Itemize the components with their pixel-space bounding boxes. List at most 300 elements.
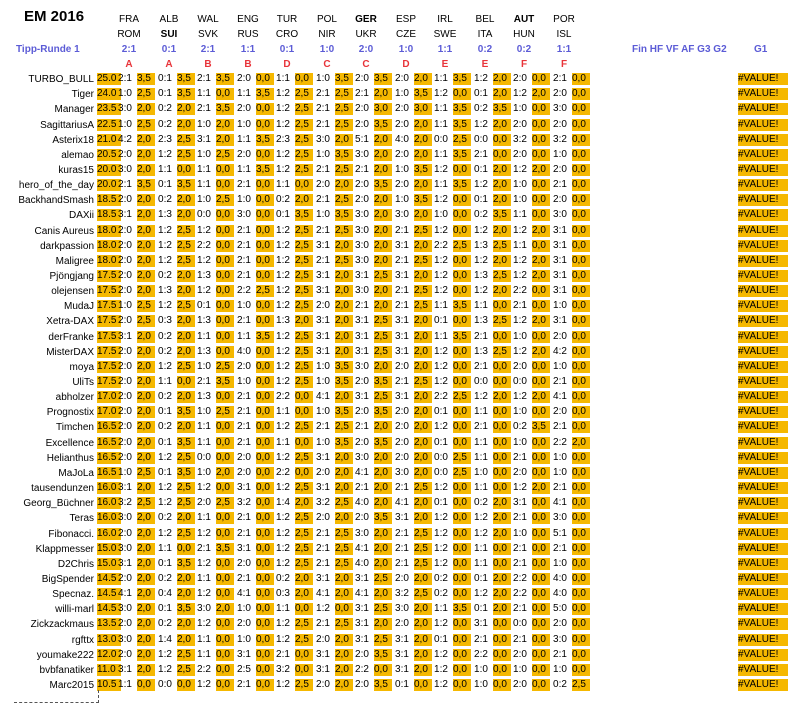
tip-points[interactable]: 0,0 <box>493 361 511 373</box>
tip-score[interactable]: 3:0 <box>553 512 567 524</box>
tip-points[interactable]: 0,0 <box>256 149 274 161</box>
tip-points[interactable]: 2,5 <box>414 255 432 267</box>
tip-score[interactable]: 2:0 <box>316 179 330 191</box>
tip-score[interactable]: 2:1 <box>395 482 409 494</box>
tip-score[interactable]: 1:2 <box>158 451 172 463</box>
tip-points[interactable]: 0,0 <box>453 588 471 600</box>
tip-score[interactable]: 1:0 <box>513 406 527 418</box>
value-error-cell[interactable]: #VALUE! <box>738 679 788 691</box>
total-score[interactable]: 16.5 <box>97 421 121 433</box>
tip-points[interactable]: 2,0 <box>374 543 392 555</box>
tip-score[interactable]: 1:1 <box>197 421 211 433</box>
tip-score[interactable]: 1:2 <box>276 148 290 160</box>
tip-points[interactable]: 0,0 <box>532 240 550 252</box>
tip-score[interactable]: 2:0 <box>118 421 132 433</box>
tip-points[interactable]: 3,5 <box>256 331 274 343</box>
tip-score[interactable]: 2:0 <box>395 360 409 372</box>
tip-score[interactable]: 1:0 <box>474 663 488 675</box>
tip-points[interactable]: 0,0 <box>453 497 471 509</box>
tip-score[interactable]: 2:1 <box>237 224 251 236</box>
tip-points[interactable]: 0,0 <box>532 528 550 540</box>
tip-score[interactable]: 3:1 <box>118 482 132 494</box>
value-error-cell[interactable]: #VALUE! <box>738 240 788 252</box>
tip-points[interactable]: 2,0 <box>137 543 155 555</box>
tip-score[interactable]: 1:2 <box>276 224 290 236</box>
tip-points[interactable]: 0,0 <box>572 543 590 555</box>
tip-score[interactable]: 2:0 <box>395 118 409 130</box>
tip-score[interactable]: 2:1 <box>276 648 290 660</box>
tip-points[interactable]: 2,0 <box>177 119 195 131</box>
tip-points[interactable]: 0,0 <box>532 588 550 600</box>
tip-points[interactable]: 2,5 <box>137 88 155 100</box>
tip-points[interactable]: 2,5 <box>493 270 511 282</box>
tip-score[interactable]: 1:0 <box>395 194 409 206</box>
tip-points[interactable]: 2,0 <box>374 88 392 100</box>
tip-points[interactable]: 0,0 <box>256 649 274 661</box>
player-name[interactable]: kuras15 <box>58 164 94 176</box>
tip-score[interactable]: 2:1 <box>395 224 409 236</box>
tip-score[interactable]: 1:2 <box>276 103 290 115</box>
player-name[interactable]: abholzer <box>55 392 94 404</box>
value-error-cell[interactable]: #VALUE! <box>738 512 788 524</box>
tip-points[interactable]: 0,0 <box>572 421 590 433</box>
tip-points[interactable]: 3,5 <box>453 149 471 161</box>
tip-points[interactable]: 2,0 <box>493 255 511 267</box>
tip-score[interactable]: 2:1 <box>197 542 211 554</box>
tip-score[interactable]: 2:0 <box>355 118 369 130</box>
tip-score[interactable]: 1:0 <box>513 179 527 191</box>
tip-points[interactable]: 3,5 <box>177 467 195 479</box>
value-error-cell[interactable]: #VALUE! <box>738 149 788 161</box>
tip-points[interactable]: 2,0 <box>414 240 432 252</box>
tip-points[interactable]: 2,0 <box>335 634 353 646</box>
value-error-cell[interactable]: #VALUE! <box>738 618 788 630</box>
tip-points[interactable]: 0,0 <box>532 73 550 85</box>
tip-points[interactable]: 0,0 <box>216 315 234 327</box>
tip-score[interactable]: 2:0 <box>395 421 409 433</box>
tip-score[interactable]: 3:1 <box>316 330 330 342</box>
tip-points[interactable]: 2,0 <box>295 315 313 327</box>
tip-points[interactable]: 0,0 <box>256 179 274 191</box>
total-score[interactable]: 14.5 <box>97 588 121 600</box>
tip-points[interactable]: 3,5 <box>256 164 274 176</box>
total-score[interactable]: 23.5 <box>97 103 121 115</box>
tip-points[interactable]: 2,0 <box>374 300 392 312</box>
tip-score[interactable]: 3:1 <box>316 345 330 357</box>
tip-score[interactable]: 1:2 <box>158 239 172 251</box>
tip-points[interactable]: 2,0 <box>335 649 353 661</box>
tip-points[interactable]: 0,0 <box>453 618 471 630</box>
tip-score[interactable]: 2:2 <box>355 663 369 675</box>
tip-score[interactable]: 1:2 <box>197 482 211 494</box>
tip-score[interactable]: 2:2 <box>513 588 527 600</box>
tip-points[interactable]: 2,5 <box>335 528 353 540</box>
tip-points[interactable]: 2,0 <box>414 179 432 191</box>
tip-score[interactable]: 1:2 <box>276 557 290 569</box>
tip-score[interactable]: 1:1 <box>158 163 172 175</box>
tip-score[interactable]: 2:0 <box>553 118 567 130</box>
tip-score[interactable]: 5:1 <box>553 527 567 539</box>
tip-score[interactable]: 1:2 <box>434 527 448 539</box>
tip-score[interactable]: 2:1 <box>553 421 567 433</box>
tip-score[interactable]: 1:3 <box>158 209 172 221</box>
tip-points[interactable]: 0,0 <box>216 421 234 433</box>
tip-score[interactable]: 2:0 <box>118 573 132 584</box>
tip-score[interactable]: 1:1 <box>434 603 448 615</box>
tip-score[interactable]: 0:2 <box>474 497 488 509</box>
tip-score[interactable]: 1:0 <box>237 603 251 615</box>
tip-score[interactable]: 0:0 <box>197 451 211 463</box>
tip-score[interactable]: 2:0 <box>237 466 251 478</box>
tip-score[interactable]: 0:1 <box>197 300 211 312</box>
tip-score[interactable]: 3:1 <box>395 512 409 524</box>
tip-points[interactable]: 0,0 <box>572 88 590 100</box>
tip-points[interactable]: 3,5 <box>335 361 353 373</box>
tip-points[interactable]: 0,0 <box>572 406 590 418</box>
player-name[interactable]: darkpassion <box>40 240 94 252</box>
tip-points[interactable]: 3,5 <box>137 179 155 191</box>
tip-score[interactable]: 2:1 <box>237 406 251 418</box>
tip-score[interactable]: 1:2 <box>474 73 488 84</box>
tip-points[interactable]: 2,0 <box>414 315 432 327</box>
tip-points[interactable]: 2,5 <box>453 240 471 252</box>
tip-score[interactable]: 1:2 <box>197 285 211 297</box>
tip-score[interactable]: 1:2 <box>158 648 172 660</box>
tip-points[interactable]: 2,5 <box>295 164 313 176</box>
tip-score[interactable]: 1:2 <box>434 679 448 690</box>
tip-points[interactable]: 0,0 <box>532 331 550 343</box>
tip-score[interactable]: 1:2 <box>197 527 211 539</box>
tip-score[interactable]: 3:1 <box>316 239 330 251</box>
tip-points[interactable]: 0,0 <box>216 270 234 282</box>
tip-score[interactable]: 1:0 <box>513 527 527 539</box>
tip-score[interactable]: 0:1 <box>276 209 290 221</box>
value-error-cell[interactable]: #VALUE! <box>738 179 788 191</box>
tip-score[interactable]: 2:0 <box>513 648 527 660</box>
tip-points[interactable]: 2,0 <box>493 194 511 206</box>
tip-points[interactable]: 0,0 <box>453 376 471 388</box>
tip-score[interactable]: 3:1 <box>316 482 330 494</box>
tip-score[interactable]: 2:0 <box>118 406 132 418</box>
tip-points[interactable]: 2,0 <box>414 603 432 615</box>
tip-points[interactable]: 3,5 <box>335 209 353 221</box>
tip-score[interactable]: 1:2 <box>276 330 290 342</box>
tip-points[interactable]: 2,0 <box>177 618 195 630</box>
tip-points[interactable]: 3,5 <box>295 209 313 221</box>
tip-points[interactable]: 0,0 <box>532 437 550 449</box>
tip-points[interactable]: 2,0 <box>137 452 155 464</box>
tip-points[interactable]: 2,5 <box>295 285 313 297</box>
tip-score[interactable]: 1:2 <box>276 482 290 494</box>
player-name[interactable]: UliTs <box>72 377 94 388</box>
total-score[interactable]: 16.0 <box>97 482 121 494</box>
tip-points[interactable]: 2,0 <box>335 679 353 691</box>
value-error-cell[interactable]: #VALUE! <box>738 543 788 555</box>
value-error-cell[interactable]: #VALUE! <box>738 649 788 661</box>
tip-points[interactable]: 3,5 <box>453 119 471 131</box>
tip-score[interactable]: 1:2 <box>158 360 172 372</box>
tip-points[interactable]: 0,0 <box>216 558 234 570</box>
tip-points[interactable]: 2,0 <box>532 482 550 494</box>
tip-points[interactable]: 3,5 <box>414 88 432 100</box>
tip-score[interactable]: 0:2 <box>158 573 172 584</box>
tip-points[interactable]: 0,0 <box>572 649 590 661</box>
tip-score[interactable]: 2:0 <box>118 270 132 281</box>
tip-points[interactable]: 2,0 <box>374 528 392 540</box>
tip-score[interactable]: 1:2 <box>513 163 527 175</box>
tip-points[interactable]: 2,5 <box>177 134 195 146</box>
value-error-cell[interactable]: #VALUE! <box>738 528 788 540</box>
tip-points[interactable]: 2,5 <box>295 361 313 373</box>
tip-score[interactable]: 1:2 <box>434 557 448 569</box>
tip-score[interactable]: 3:0 <box>355 285 369 297</box>
tip-points[interactable]: 0,0 <box>295 406 313 418</box>
tip-points[interactable]: 0,0 <box>216 164 234 176</box>
tip-score[interactable]: 2:1 <box>395 254 409 266</box>
tip-points[interactable]: 2,0 <box>216 467 234 479</box>
tip-points[interactable]: 2,0 <box>493 497 511 509</box>
tip-points[interactable]: 3,5 <box>374 73 392 85</box>
tip-points[interactable]: 2,0 <box>137 331 155 343</box>
tip-score[interactable]: 1:0 <box>118 118 132 130</box>
tip-score[interactable]: 2:0 <box>197 497 211 509</box>
tip-score[interactable]: 1:2 <box>158 497 172 509</box>
tip-score[interactable]: 1:2 <box>276 527 290 539</box>
tip-score[interactable]: 3:0 <box>355 527 369 539</box>
tip-score[interactable]: 2:0 <box>395 73 409 84</box>
tip-points[interactable]: 0,0 <box>453 270 471 282</box>
tip-points[interactable]: 0,0 <box>453 664 471 676</box>
total-score[interactable]: 15.0 <box>97 543 121 555</box>
tip-score[interactable]: 1:0 <box>553 451 567 463</box>
tip-points[interactable]: 2,0 <box>374 285 392 297</box>
total-score[interactable]: 17.5 <box>97 300 121 312</box>
tip-points[interactable]: 2,5 <box>295 528 313 540</box>
tip-points[interactable]: 2,0 <box>335 512 353 524</box>
tip-points[interactable]: 0,0 <box>572 270 590 282</box>
tip-points[interactable]: 2,5 <box>335 103 353 115</box>
tip-points[interactable]: 2,5 <box>295 225 313 237</box>
tip-score[interactable]: 1:2 <box>434 618 448 630</box>
tip-score[interactable]: 1:0 <box>553 360 567 372</box>
tip-score[interactable]: 1:2 <box>434 421 448 433</box>
tip-score[interactable]: 2:0 <box>316 466 330 478</box>
tip-points[interactable]: 0,0 <box>256 300 274 312</box>
tip-points[interactable]: 2,5 <box>335 194 353 206</box>
total-score[interactable]: 20.0 <box>97 179 121 191</box>
tip-score[interactable]: 3:2 <box>237 497 251 509</box>
total-score[interactable]: 17.5 <box>97 331 121 343</box>
tip-points[interactable]: 0,0 <box>453 543 471 555</box>
tip-points[interactable]: 0,0 <box>493 649 511 661</box>
tip-points[interactable]: 2,5 <box>177 452 195 464</box>
tip-points[interactable]: 2,0 <box>414 134 432 146</box>
tip-points[interactable]: 2,0 <box>137 346 155 358</box>
tip-score[interactable]: 2:0 <box>395 406 409 418</box>
tip-points[interactable]: 0,0 <box>572 467 590 479</box>
tip-points[interactable]: 0,0 <box>572 558 590 570</box>
tip-score[interactable]: 2:1 <box>355 300 369 312</box>
tip-points[interactable]: 2,0 <box>374 482 392 494</box>
tip-score[interactable]: 3:1 <box>355 603 369 615</box>
tip-points[interactable]: 2,0 <box>532 270 550 282</box>
tip-score[interactable]: 1:1 <box>197 573 211 584</box>
tip-score[interactable]: 1:2 <box>158 482 172 494</box>
tip-score[interactable]: 0:2 <box>158 270 172 281</box>
tip-points[interactable]: 0,0 <box>572 73 590 85</box>
tip-score[interactable]: 2:1 <box>237 391 251 403</box>
tip-score[interactable]: 1:2 <box>474 391 488 403</box>
player-name[interactable]: Asterix18 <box>52 134 94 146</box>
tip-points[interactable]: 2,5 <box>414 285 432 297</box>
tip-points[interactable]: 3,0 <box>374 103 392 115</box>
tip-points[interactable]: 2,5 <box>374 270 392 282</box>
tip-points[interactable]: 0,0 <box>493 331 511 343</box>
tip-score[interactable]: 3:2 <box>513 133 527 145</box>
tip-score[interactable]: 1:0 <box>237 633 251 645</box>
tip-points[interactable]: 0,0 <box>216 179 234 191</box>
tip-score[interactable]: 3:2 <box>118 497 132 509</box>
tip-score[interactable]: 3:0 <box>355 254 369 266</box>
tip-score[interactable]: 2:1 <box>553 482 567 494</box>
tip-points[interactable]: 2,0 <box>177 346 195 358</box>
tip-points[interactable]: 2,0 <box>177 391 195 403</box>
tip-points[interactable]: 0,0 <box>532 497 550 509</box>
tip-points[interactable]: 0,0 <box>532 467 550 479</box>
player-name[interactable]: Prognostix <box>46 407 94 419</box>
tip-points[interactable]: 2,0 <box>137 421 155 433</box>
tip-score[interactable]: 3:0 <box>395 209 409 221</box>
tip-score[interactable]: 2:0 <box>118 148 132 160</box>
player-name[interactable]: Zickzackmaus <box>30 619 94 631</box>
tip-points[interactable]: 2,5 <box>295 482 313 494</box>
tip-points[interactable]: 0,0 <box>572 255 590 267</box>
tip-score[interactable]: 3:0 <box>395 603 409 615</box>
total-score[interactable]: 16.5 <box>97 437 121 449</box>
tip-points[interactable]: 2,5 <box>335 421 353 433</box>
tip-points[interactable]: 2,0 <box>137 588 155 600</box>
tip-score[interactable]: 2:0 <box>118 376 132 387</box>
tip-score[interactable]: 1:3 <box>474 239 488 251</box>
tip-score[interactable]: 2:0 <box>395 451 409 463</box>
tip-score[interactable]: 0:0 <box>434 451 448 463</box>
tip-score[interactable]: 2:1 <box>395 527 409 539</box>
tip-score[interactable]: 2:0 <box>118 618 132 630</box>
tip-score[interactable]: 2:1 <box>316 254 330 266</box>
value-error-cell[interactable]: #VALUE! <box>738 225 788 237</box>
tip-score[interactable]: 3:0 <box>553 209 567 221</box>
player-name[interactable]: Timchen <box>56 422 94 434</box>
tip-points[interactable]: 0,0 <box>216 634 234 646</box>
tip-score[interactable]: 2:1 <box>237 179 251 191</box>
tip-points[interactable]: 2,5 <box>414 482 432 494</box>
tip-points[interactable]: 2,5 <box>295 88 313 100</box>
tip-points[interactable]: 0,0 <box>216 240 234 252</box>
tip-score[interactable]: 0:1 <box>158 88 172 100</box>
tip-score[interactable]: 1:0 <box>118 300 132 312</box>
player-name[interactable]: Canis Aureus <box>34 225 94 237</box>
tip-points[interactable]: 0,0 <box>177 376 195 388</box>
tip-points[interactable]: 2,0 <box>414 346 432 358</box>
tip-points[interactable]: 2,5 <box>335 164 353 176</box>
player-name[interactable]: Klappmesser <box>35 543 94 555</box>
tip-points[interactable]: 2,0 <box>137 225 155 237</box>
tip-points[interactable]: 2,0 <box>137 573 155 585</box>
tip-points[interactable]: 2,0 <box>177 512 195 524</box>
tip-score[interactable]: 0:0 <box>474 376 488 387</box>
tip-points[interactable]: 2,5 <box>137 315 155 327</box>
tip-points[interactable]: 2,0 <box>414 649 432 661</box>
tip-score[interactable]: 1:1 <box>513 239 527 251</box>
tip-points[interactable]: 2,0 <box>374 164 392 176</box>
tip-score[interactable]: 1:2 <box>434 163 448 175</box>
tip-score[interactable]: 1:2 <box>197 254 211 266</box>
tip-score[interactable]: 2:0 <box>395 148 409 160</box>
tip-score[interactable]: 1:0 <box>553 148 567 160</box>
tip-points[interactable]: 2,0 <box>137 512 155 524</box>
tip-points[interactable]: 2,5 <box>295 512 313 524</box>
total-score[interactable]: 16.0 <box>97 497 121 509</box>
tip-points[interactable]: 3,5 <box>335 437 353 449</box>
tip-score[interactable]: 1:2 <box>276 285 290 297</box>
tip-score[interactable]: 1:0 <box>197 118 211 130</box>
tip-score[interactable]: 0:1 <box>474 603 488 615</box>
tip-score[interactable]: 2:2 <box>276 466 290 478</box>
tip-score[interactable]: 3:1 <box>355 633 369 645</box>
tip-points[interactable]: 0,0 <box>493 618 511 630</box>
tip-score[interactable]: 1:1 <box>237 88 251 100</box>
tip-points[interactable]: 2,5 <box>295 255 313 267</box>
tip-points[interactable]: 2,5 <box>216 194 234 206</box>
tip-points[interactable]: 2,0 <box>374 209 392 221</box>
tip-points[interactable]: 0,0 <box>295 179 313 191</box>
tip-score[interactable]: 1:1 <box>197 88 211 100</box>
tip-score[interactable]: 2:1 <box>513 633 527 645</box>
value-error-cell[interactable]: #VALUE! <box>738 270 788 282</box>
tip-score[interactable]: 1:1 <box>197 512 211 524</box>
tip-score[interactable]: 1:2 <box>276 345 290 357</box>
tip-points[interactable]: 2,5 <box>216 361 234 373</box>
tip-points[interactable]: 3,5 <box>137 73 155 85</box>
value-error-cell[interactable]: #VALUE! <box>738 285 788 297</box>
tip-points[interactable]: 2,0 <box>374 255 392 267</box>
tip-score[interactable]: 1:2 <box>197 679 211 690</box>
tip-points[interactable]: 2,5 <box>177 361 195 373</box>
tip-score[interactable]: 3:1 <box>316 573 330 584</box>
tip-points[interactable]: 2,5 <box>374 391 392 403</box>
tip-score[interactable]: 2:0 <box>118 194 132 206</box>
value-error-cell[interactable]: #VALUE! <box>738 194 788 206</box>
total-score[interactable]: 17.5 <box>97 285 121 297</box>
tip-points[interactable]: 2,5 <box>295 119 313 131</box>
tip-score[interactable]: 0:2 <box>513 421 527 433</box>
tip-points[interactable]: 0,0 <box>532 664 550 676</box>
tip-score[interactable]: 3:0 <box>316 133 330 145</box>
tip-score[interactable]: 2:0 <box>316 633 330 645</box>
value-error-cell[interactable]: #VALUE! <box>738 103 788 115</box>
tip-score[interactable]: 2:1 <box>474 421 488 433</box>
tip-score[interactable]: 2:1 <box>237 573 251 584</box>
tip-points[interactable]: 0,0 <box>572 209 590 221</box>
tip-score[interactable]: 1:3 <box>276 315 290 327</box>
tip-score[interactable]: 3:0 <box>553 633 567 645</box>
value-error-cell[interactable]: #VALUE! <box>738 209 788 221</box>
value-error-cell[interactable]: #VALUE! <box>738 421 788 433</box>
tip-score[interactable]: 4:0 <box>237 345 251 357</box>
tip-score[interactable]: 0:2 <box>158 103 172 115</box>
tip-points[interactable]: 2,0 <box>532 315 550 327</box>
tip-points[interactable]: 0,0 <box>256 543 274 555</box>
